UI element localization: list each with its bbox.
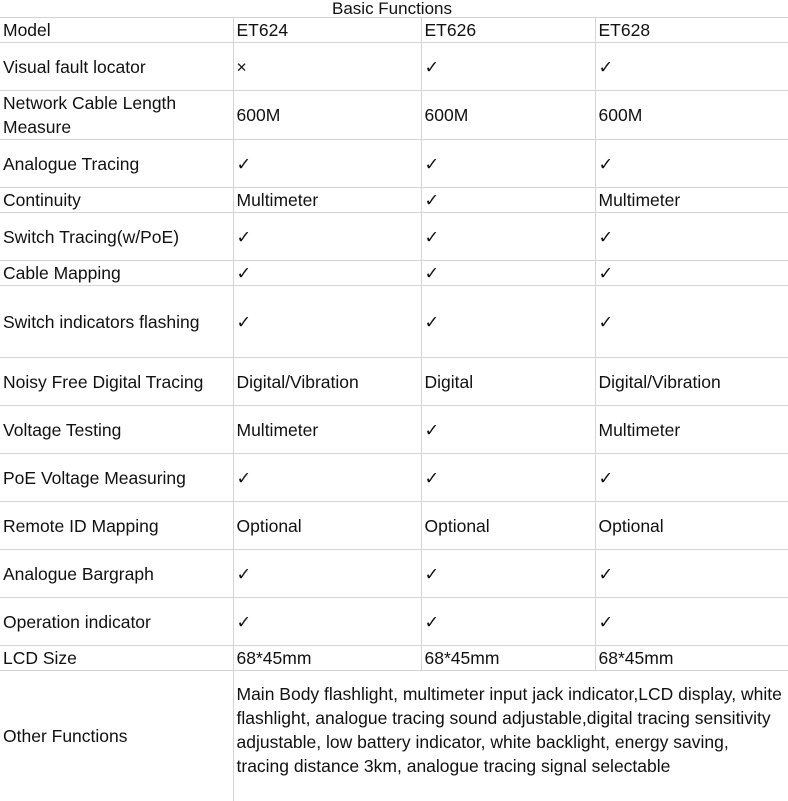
value-cell: ✓ [595, 261, 788, 286]
table-title: Basic Functions [332, 0, 452, 18]
value-cell: Digital/Vibration [233, 358, 421, 406]
value-cell: ✓ [233, 286, 421, 358]
feature-cell: PoE Voltage Measuring [0, 454, 233, 502]
feature-cell: Analogue Bargraph [0, 550, 233, 598]
value-cell: Optional [595, 502, 788, 550]
value-cell: ✓ [595, 454, 788, 502]
value-cell: ✓ [421, 213, 595, 261]
table-row [0, 550, 788, 598]
value-cell: 68*45mm [595, 646, 788, 671]
value-cell: ✓ [595, 286, 788, 358]
feature-cell: Operation indicator [0, 598, 233, 646]
value-cell: ✓ [233, 140, 421, 188]
value-cell: ✓ [421, 140, 595, 188]
value-cell: 600M [421, 91, 595, 140]
header-row [0, 18, 788, 43]
other-functions-cell [233, 671, 788, 801]
feature-cell: Network Cable Length Measure [0, 91, 233, 140]
feature-cell: Other Functions [0, 671, 233, 801]
value-cell: Multimeter [233, 188, 421, 213]
value-cell: ✓ [233, 454, 421, 502]
table-row [0, 91, 788, 140]
table-row [0, 43, 788, 91]
header-model-et626: ET626 [421, 18, 595, 43]
other-functions-row [0, 671, 788, 801]
value-cell: 600M [595, 91, 788, 140]
value-cell: ✓ [421, 550, 595, 598]
value-cell: ✓ [595, 43, 788, 91]
table-row [0, 406, 788, 454]
feature-cell: Switch indicators flashing [0, 286, 233, 358]
value-cell: ✓ [595, 550, 788, 598]
table-row [0, 502, 788, 550]
table-row [0, 261, 788, 286]
value-cell: ✓ [421, 598, 595, 646]
table-row [0, 454, 788, 502]
table-row [0, 646, 788, 671]
table-row [0, 213, 788, 261]
table-row [0, 358, 788, 406]
value-cell: ✓ [421, 261, 595, 286]
value-cell: Multimeter [595, 188, 788, 213]
header-model-et624: ET624 [233, 18, 421, 43]
value-cell: ✓ [421, 188, 595, 213]
feature-cell: LCD Size [0, 646, 233, 671]
table-row [0, 598, 788, 646]
value-cell: 600M [233, 91, 421, 140]
value-cell: ✓ [421, 406, 595, 454]
value-cell: Digital [421, 358, 595, 406]
table-row [0, 286, 788, 358]
value-cell: Optional [233, 502, 421, 550]
value-cell: ✓ [233, 213, 421, 261]
value-cell: 68*45mm [233, 646, 421, 671]
value-cell: Digital/Vibration [595, 358, 788, 406]
feature-cell: Switch Tracing(w/PoE) [0, 213, 233, 261]
feature-cell: Voltage Testing [0, 406, 233, 454]
functions-table [0, 17, 788, 801]
value-cell: × [233, 43, 421, 91]
value-cell: ✓ [595, 598, 788, 646]
table-row [0, 140, 788, 188]
table-row [0, 188, 788, 213]
value-cell: ✓ [421, 454, 595, 502]
value-cell: ✓ [233, 550, 421, 598]
value-cell: Multimeter [233, 406, 421, 454]
value-cell: ✓ [595, 140, 788, 188]
value-cell: Optional [421, 502, 595, 550]
value-cell: 68*45mm [421, 646, 595, 671]
header-model-et628: ET628 [595, 18, 788, 43]
feature-cell: Visual fault locator [0, 43, 233, 91]
value-cell: ✓ [233, 598, 421, 646]
feature-cell: Noisy Free Digital Tracing [0, 358, 233, 406]
other-functions-text: Main Body flashlight, multimeter input jack indicator,LCD display, white flashlight, analogue tracing sound adjustable,digital tracing sensitivity adjustable, low battery indicator, white backlight, energy saving, tracing distance 3km, analogue tracing signal selectable [236, 684, 782, 776]
value-cell: Multimeter [595, 406, 788, 454]
feature-cell: Remote ID Mapping [0, 502, 233, 550]
value-cell: ✓ [233, 261, 421, 286]
value-cell: ✓ [421, 286, 595, 358]
value-cell: ✓ [595, 213, 788, 261]
value-cell: ✓ [421, 43, 595, 91]
header-model-label: Model [0, 18, 233, 43]
feature-cell: Cable Mapping [0, 261, 233, 286]
feature-cell: Analogue Tracing [0, 140, 233, 188]
feature-cell: Continuity [0, 188, 233, 213]
